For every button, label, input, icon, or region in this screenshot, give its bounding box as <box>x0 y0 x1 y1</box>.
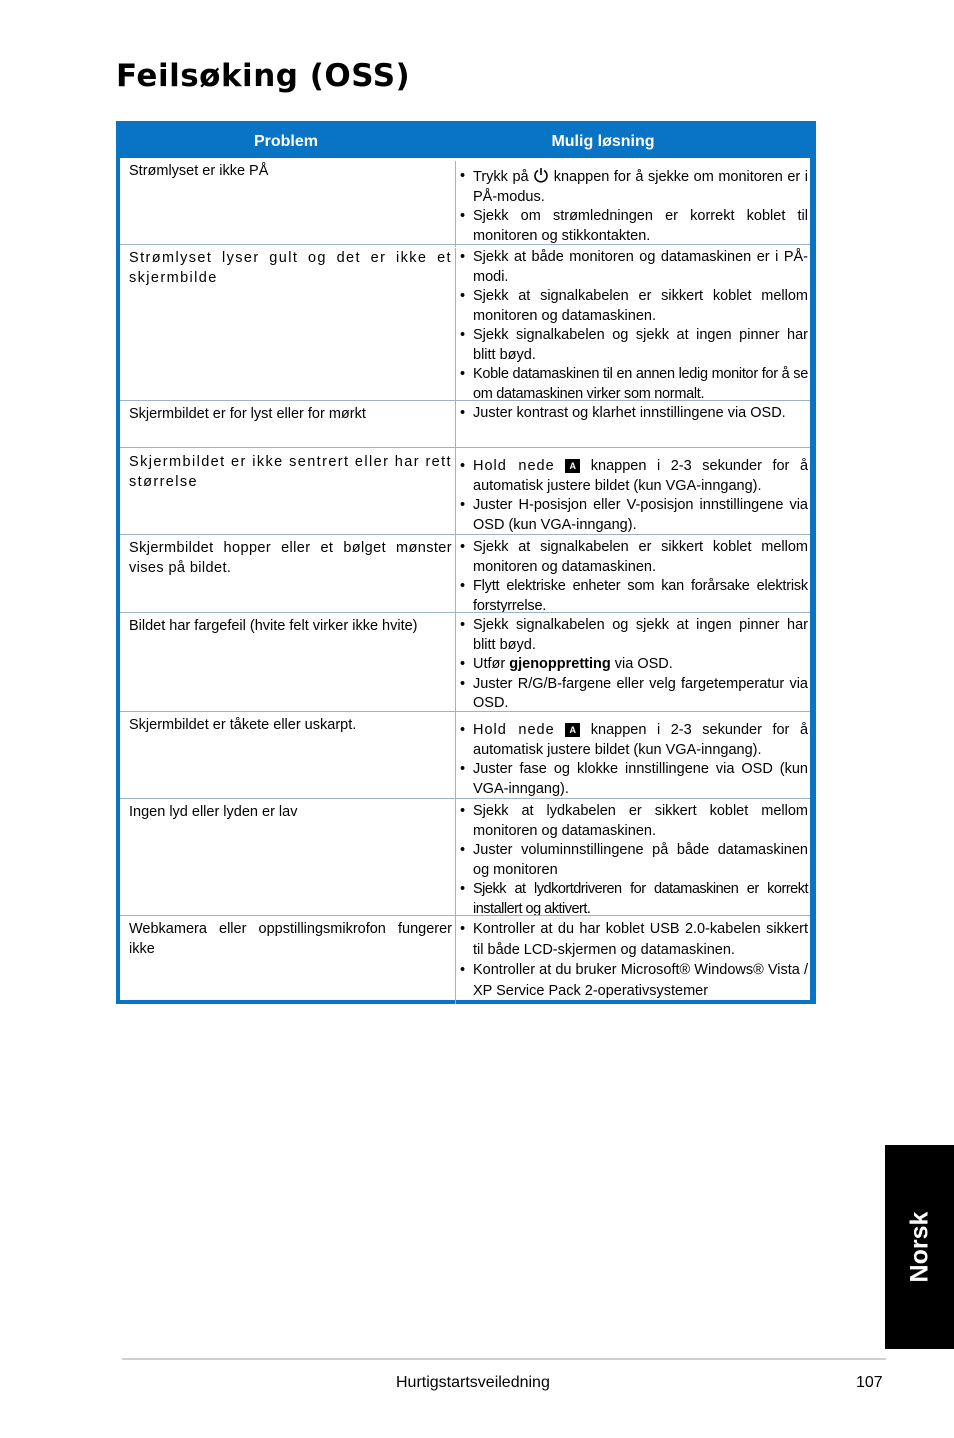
table-body <box>120 158 810 1000</box>
solution-item: • Kontroller at du bruker Microsoft® Windows® Vista / XP Service Pack 2-operativsystemer <box>473 960 808 1001</box>
problem-cell: Strømlyset er ikke PÅ <box>129 163 269 179</box>
header-solution: Mulig løsning <box>551 133 655 150</box>
table-row <box>120 612 810 712</box>
solution-text: knappen i 2-3 sekunder for å automatisk justere bildet (kun VGA-inngang). <box>473 722 809 758</box>
solution-item: • Sjekk at lydkabelen er sikkert koblet mellom monitoren og datamaskinen. <box>473 802 808 841</box>
problem-cell: Strømlyset lyser gult og det er ikke et skjermbilde <box>129 250 452 286</box>
solution-item: • Sjekk signalkabelen og sjekk at ingen pinner har blitt bøyd. <box>473 616 808 655</box>
solution-item: • Koble datamaskinen til en annen ledig monitor for å se om datamaskinen virker som normalt. <box>473 365 808 404</box>
table-row <box>120 798 810 916</box>
auto-adjust-icon: A <box>565 459 580 473</box>
solution-item <box>473 457 808 496</box>
problem-cell: Ingen lyd eller lyden er lav <box>129 804 298 820</box>
solution-item: • Juster kontrast og klarhet innstillingene via OSD. <box>473 404 808 424</box>
solution-item: • Juster voluminnstillingene på både datamaskinen og monitoren <box>473 841 808 880</box>
solution-cell <box>455 715 808 802</box>
footer-rule <box>122 1358 886 1360</box>
solution-item: • Sjekk at både monitoren og datamaskinen er i PÅ-modi. <box>473 248 808 287</box>
power-icon <box>533 167 549 183</box>
auto-adjust-icon: A <box>565 723 580 737</box>
problem-cell: Bildet har fargefeil (hvite felt virker ikke hvite) <box>129 618 418 634</box>
solution-cell <box>455 451 808 538</box>
solution-cell <box>455 919 808 1004</box>
table-row <box>120 158 810 244</box>
page-title: Feilsøking (OSS) <box>116 58 411 94</box>
language-label: Norsk <box>905 1211 933 1283</box>
solution-text: knappen i 2-3 sekunder for å automatisk justere bildet (kun VGA-inngang). <box>473 458 809 494</box>
solution-cell <box>455 161 808 247</box>
solution-item: • Flytt elektriske enheter som kan forårsake elektrisk forstyrrelse. <box>473 577 808 616</box>
solution-item <box>473 167 808 207</box>
solution-text: via OSD. <box>614 656 673 672</box>
solution-cell <box>455 802 808 919</box>
solution-item: • Juster H-posisjon eller V-posisjon innstillingene via OSD (kun VGA-inngang). <box>473 496 808 535</box>
solution-item: • Juster R/G/B-fargene eller velg fargetemperatur via OSD. <box>473 675 808 714</box>
solution-cell <box>455 616 808 715</box>
footer-guide-title: Hurtigstartsveiledning <box>396 1374 550 1391</box>
problem-cell: Skjermbildet hopper eller et bølget mønster vises på bildet. <box>129 540 452 576</box>
table-row <box>120 447 810 535</box>
solution-item: • Kontroller at du har koblet USB 2.0-kabelen sikkert til både LCD-skjermen og datamaskinen. <box>473 919 808 960</box>
solution-item <box>473 721 808 760</box>
solution-text: Hold nede <box>473 722 555 738</box>
solution-cell <box>455 248 808 404</box>
solution-text: Hold nede <box>473 458 555 474</box>
language-tab <box>885 1145 954 1349</box>
table-row <box>120 244 810 401</box>
table-header <box>116 121 816 158</box>
problem-cell: Webkamera eller oppstillingsmikrofon fungerer ikke <box>129 921 452 957</box>
solution-item: • Sjekk signalkabelen og sjekk at ingen pinner har blitt bøyd. <box>473 326 808 365</box>
header-problem: Problem <box>253 133 318 150</box>
solution-item: • Sjekk at lydkortdriveren for datamaskinen er korrekt installert og aktivert. <box>473 880 808 919</box>
table-row <box>120 400 810 448</box>
table-row <box>120 915 810 1001</box>
solution-item: • Sjekk om strømledningen er korrekt koblet til monitoren og stikkontakten. <box>473 207 808 246</box>
solution-text: gjenoppretting <box>509 656 611 672</box>
solution-text: knappen for å sjekke om monitoren er i PÅ-modus. <box>473 169 809 205</box>
solution-item: • Sjekk at signalkabelen er sikkert koblet mellom monitoren og datamaskinen. <box>473 538 808 577</box>
solution-item: • Sjekk at signalkabelen er sikkert koblet mellom monitoren og datamaskinen. <box>473 287 808 326</box>
solution-text: Utfør <box>473 656 506 672</box>
problem-cell: Skjermbildet er ikke sentrert eller har rett størrelse <box>129 454 452 490</box>
solution-cell <box>455 538 808 616</box>
solution-cell <box>455 404 808 451</box>
table-row <box>120 711 810 799</box>
page-number: 107 <box>856 1374 883 1391</box>
table-row <box>120 534 810 613</box>
solution-item <box>473 655 808 675</box>
problem-cell: Skjermbildet er for lyst eller for mørkt <box>129 406 366 422</box>
solution-text: Trykk på <box>473 169 529 185</box>
problem-cell: Skjermbildet er tåkete eller uskarpt. <box>129 717 357 733</box>
solution-item: • Juster fase og klokke innstillingene via OSD (kun VGA-inngang). <box>473 760 808 799</box>
troubleshooting-table <box>116 121 816 1004</box>
